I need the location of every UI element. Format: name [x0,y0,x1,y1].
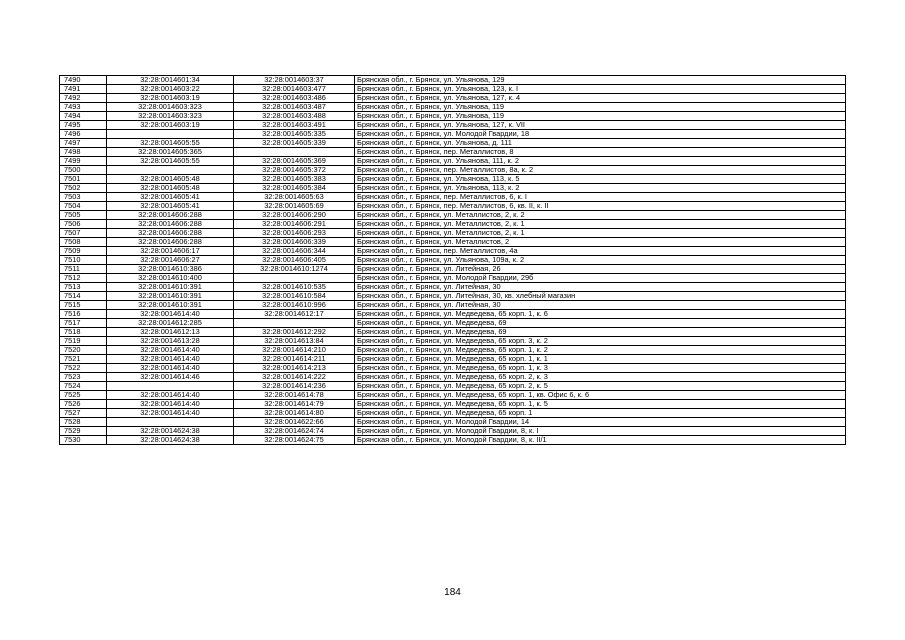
row-number-cell: 7494 [60,112,107,121]
address-cell: Брянская обл., г. Брянск, ул. Металлистов, 2 [355,238,846,247]
parcel-number-cell: 32:28:0014606:288 [107,211,234,220]
parcel-number-cell: 32:28:0014606:288 [107,238,234,247]
address-cell: Брянская обл., г. Брянск, ул. Медведева, 65 корп. 1 [355,409,846,418]
address-cell: Брянская обл., г. Брянск, ул. Медведева, 65 корп. 3, к. 2 [355,337,846,346]
parcel-number-cell: 32:28:0014614:40 [107,310,234,319]
table-row [60,418,846,427]
row-number-cell: 7492 [60,94,107,103]
address-cell: Брянская обл., г. Брянск, ул. Медведева, 65 корп. 1, к. 2 [355,346,846,355]
row-number-cell: 7520 [60,346,107,355]
parcel-number-cell: 32:28:0014605:41 [107,202,234,211]
table-row [60,310,846,319]
table-row [60,130,846,139]
row-number-cell: 7504 [60,202,107,211]
row-number-cell: 7517 [60,319,107,328]
address-cell: Брянская обл., г. Брянск, ул. Ульянова, 119 [355,103,846,112]
parcel-number-cell: 32:28:0014605:365 [107,148,234,157]
object-number-cell: 32:28:0014624:75 [234,436,355,445]
address-cell: Брянская обл., г. Брянск, ул. Медведева, 69 [355,319,846,328]
address-cell: Брянская обл., г. Брянск, ул. Молодой Гвардии, 29б [355,274,846,283]
table-row [60,175,846,184]
parcel-number-cell: 32:28:0014605:48 [107,184,234,193]
address-cell: Брянская обл., г. Брянск, ул. Медведева, 65 корп. 1, к. 5 [355,400,846,409]
table-row [60,193,846,202]
address-cell: Брянская обл., г. Брянск, ул. Ульянова, 123, к. I [355,85,846,94]
address-cell: Брянская обл., г. Брянск, ул. Молодой Гвардии, 8, к. II/1 [355,436,846,445]
object-number-cell: 32:28:0014622:66 [234,418,355,427]
row-number-cell: 7503 [60,193,107,202]
registry-table [59,75,846,445]
parcel-number-cell: 32:28:0014610:400 [107,274,234,283]
row-number-cell: 7507 [60,229,107,238]
address-cell: Брянская обл., г. Брянск, ул. Ульянова, д. 111 [355,139,846,148]
row-number-cell: 7514 [60,292,107,301]
object-number-cell: 32:28:0014603:487 [234,103,355,112]
object-number-cell: 32:28:0014605:69 [234,202,355,211]
object-number-cell: 32:28:0014606:344 [234,247,355,256]
row-number-cell: 7516 [60,310,107,319]
object-number-cell: 32:28:0014614:213 [234,364,355,373]
address-cell: Брянская обл., г. Брянск, ул. Металлистов, 2, к. 1 [355,220,846,229]
parcel-number-cell: 32:28:0014606:17 [107,247,234,256]
table-row [60,409,846,418]
parcel-number-cell: 32:28:0014605:55 [107,157,234,166]
parcel-number-cell [107,166,234,175]
table-row [60,319,846,328]
row-number-cell: 7508 [60,238,107,247]
parcel-number-cell: 32:28:0014603:323 [107,103,234,112]
parcel-number-cell: 32:28:0014624:38 [107,436,234,445]
object-number-cell: 32:28:0014606:293 [234,229,355,238]
table-row [60,211,846,220]
object-number-cell: 32:28:0014603:491 [234,121,355,130]
address-cell: Брянская обл., г. Брянск, пер. Металлистов, 6, к. I [355,193,846,202]
object-number-cell: 32:28:0014610:1274 [234,265,355,274]
row-number-cell: 7527 [60,409,107,418]
parcel-number-cell: 32:28:0014606:288 [107,229,234,238]
object-number-cell: 32:28:0014603:488 [234,112,355,121]
table-row [60,337,846,346]
address-cell: Брянская обл., г. Брянск, ул. Ульянова, 113, к. 2 [355,184,846,193]
table-row [60,247,846,256]
table-row [60,220,846,229]
address-cell: Брянская обл., г. Брянск, ул. Медведева, 65 корп. 1, к. 1 [355,355,846,364]
parcel-number-cell: 32:28:0014605:41 [107,193,234,202]
table-row [60,292,846,301]
address-cell: Брянская обл., г. Брянск, пер. Металлистов, 8 [355,148,846,157]
row-number-cell: 7502 [60,184,107,193]
table-row [60,274,846,283]
parcel-number-cell: 32:28:0014624:38 [107,427,234,436]
parcel-number-cell: 32:28:0014614:40 [107,391,234,400]
parcel-number-cell: 32:28:0014612:285 [107,319,234,328]
address-cell: Брянская обл., г. Брянск, пер. Металлистов, 4а [355,247,846,256]
object-number-cell: 32:28:0014610:996 [234,301,355,310]
parcel-number-cell [107,382,234,391]
row-number-cell: 7529 [60,427,107,436]
row-number-cell: 7525 [60,391,107,400]
table-row [60,400,846,409]
table-row [60,103,846,112]
row-number-cell: 7521 [60,355,107,364]
table-row [60,256,846,265]
object-number-cell: 32:28:0014614:210 [234,346,355,355]
row-number-cell: 7526 [60,400,107,409]
object-number-cell: 32:28:0014603:486 [234,94,355,103]
table-row [60,364,846,373]
object-number-cell: 32:28:0014613:84 [234,337,355,346]
object-number-cell: 32:28:0014605:369 [234,157,355,166]
address-cell: Брянская обл., г. Брянск, ул. Медведева, 69 [355,328,846,337]
object-number-cell: 32:28:0014614:78 [234,391,355,400]
parcel-number-cell: 32:28:0014610:391 [107,283,234,292]
object-number-cell: 32:28:0014614:211 [234,355,355,364]
object-number-cell: 32:28:0014605:372 [234,166,355,175]
object-number-cell: 32:28:0014606:290 [234,211,355,220]
address-cell: Брянская обл., г. Брянск, ул. Молодой Гвардии, 14 [355,418,846,427]
address-cell: Брянская обл., г. Брянск, пер. Металлистов, 6, кв. II, к. II [355,202,846,211]
row-number-cell: 7496 [60,130,107,139]
address-cell: Брянская обл., г. Брянск, ул. Литейная, 30, кв. хлебный магазин [355,292,846,301]
parcel-number-cell: 32:28:0014614:40 [107,364,234,373]
address-cell: Брянская обл., г. Брянск, ул. Ульянова, 109а, к. 2 [355,256,846,265]
object-number-cell: 32:28:0014614:79 [234,400,355,409]
row-number-cell: 7519 [60,337,107,346]
row-number-cell: 7518 [60,328,107,337]
parcel-number-cell: 32:28:0014605:48 [107,175,234,184]
table-row [60,166,846,175]
row-number-cell: 7512 [60,274,107,283]
object-number-cell: 32:28:0014610:535 [234,283,355,292]
row-number-cell: 7505 [60,211,107,220]
address-cell: Брянская обл., г. Брянск, ул. Медведева, 65 корп. 2, к. 3 [355,373,846,382]
parcel-number-cell: 32:28:0014606:288 [107,220,234,229]
object-number-cell: 32:28:0014614:222 [234,373,355,382]
address-cell: Брянская обл., г. Брянск, пер. Металлистов, 8а, к. 2 [355,166,846,175]
address-cell: Брянская обл., г. Брянск, ул. Металлистов, 2, к. 1 [355,229,846,238]
row-number-cell: 7524 [60,382,107,391]
object-number-cell: 32:28:0014612:17 [234,310,355,319]
row-number-cell: 7513 [60,283,107,292]
row-number-cell: 7495 [60,121,107,130]
row-number-cell: 7528 [60,418,107,427]
parcel-number-cell: 32:28:0014610:386 [107,265,234,274]
parcel-number-cell: 32:28:0014614:40 [107,346,234,355]
object-number-cell: 32:28:0014605:339 [234,139,355,148]
table-row [60,328,846,337]
table-row [60,76,846,85]
object-number-cell: 32:28:0014606:405 [234,256,355,265]
object-number-cell: 32:28:0014610:584 [234,292,355,301]
object-number-cell: 32:28:0014605:384 [234,184,355,193]
parcel-number-cell: 32:28:0014603:323 [107,112,234,121]
address-cell: Брянская обл., г. Брянск, ул. Ульянова, 113, к. 5 [355,175,846,184]
row-number-cell: 7510 [60,256,107,265]
row-number-cell: 7500 [60,166,107,175]
address-cell: Брянская обл., г. Брянск, ул. Металлистов, 2, к. 2 [355,211,846,220]
table-row [60,157,846,166]
address-cell: Брянская обл., г. Брянск, ул. Ульянова, 129 [355,76,846,85]
object-number-cell: 32:28:0014606:339 [234,238,355,247]
table-row [60,265,846,274]
parcel-number-cell: 32:28:0014613:28 [107,337,234,346]
parcel-number-cell: 32:28:0014610:391 [107,292,234,301]
table-row [60,373,846,382]
table-row [60,238,846,247]
object-number-cell: 32:28:0014612:292 [234,328,355,337]
table-row [60,148,846,157]
parcel-number-cell: 32:28:0014605:55 [107,139,234,148]
object-number-cell: 32:28:0014603:477 [234,85,355,94]
row-number-cell: 7497 [60,139,107,148]
object-number-cell: 32:28:0014614:236 [234,382,355,391]
table-row [60,355,846,364]
table-row [60,436,846,445]
row-number-cell: 7522 [60,364,107,373]
row-number-cell: 7509 [60,247,107,256]
row-number-cell: 7490 [60,76,107,85]
table-row [60,229,846,238]
address-cell: Брянская обл., г. Брянск, ул. Ульянова, 111, к. 2 [355,157,846,166]
address-cell: Брянская обл., г. Брянск, ул. Медведева, 65 корп. 2, к. 5 [355,382,846,391]
row-number-cell: 7491 [60,85,107,94]
address-cell: Брянская обл., г. Брянск, ул. Литейная, 26 [355,265,846,274]
registry-table-body [60,76,846,445]
table-row [60,121,846,130]
address-cell: Брянская обл., г. Брянск, ул. Литейная, 30 [355,283,846,292]
table-row [60,139,846,148]
parcel-number-cell: 32:28:0014601:34 [107,76,234,85]
row-number-cell: 7499 [60,157,107,166]
row-number-cell: 7523 [60,373,107,382]
parcel-number-cell: 32:28:0014603:19 [107,94,234,103]
object-number-cell: 32:28:0014603:37 [234,76,355,85]
table-row [60,112,846,121]
object-number-cell: 32:28:0014605:383 [234,175,355,184]
parcel-number-cell: 32:28:0014614:46 [107,373,234,382]
address-cell: Брянская обл., г. Брянск, ул. Ульянова, 127, к. VII [355,121,846,130]
address-cell: Брянская обл., г. Брянск, ул. Молодой Гвардии, 18 [355,130,846,139]
address-cell: Брянская обл., г. Брянск, ул. Ульянова, 119 [355,112,846,121]
address-cell: Брянская обл., г. Брянск, ул. Медведева, 65 корп. 1, к. 3 [355,364,846,373]
address-cell: Брянская обл., г. Брянск, ул. Медведева, 65 корп. 1, к. 6 [355,310,846,319]
table-row [60,202,846,211]
table-row [60,427,846,436]
address-cell: Брянская обл., г. Брянск, ул. Ульянова, 127, к. 4 [355,94,846,103]
row-number-cell: 7506 [60,220,107,229]
parcel-number-cell: 32:28:0014614:40 [107,355,234,364]
table-row [60,283,846,292]
row-number-cell: 7530 [60,436,107,445]
address-cell: Брянская обл., г. Брянск, ул. Медведева, 65 корп. 1, кв. Офис 6, к. 6 [355,391,846,400]
table-row [60,94,846,103]
object-number-cell [234,148,355,157]
object-number-cell: 32:28:0014614:80 [234,409,355,418]
parcel-number-cell: 32:28:0014614:40 [107,409,234,418]
parcel-number-cell: 32:28:0014606:27 [107,256,234,265]
table-row [60,346,846,355]
object-number-cell [234,274,355,283]
parcel-number-cell: 32:28:0014612:13 [107,328,234,337]
parcel-number-cell: 32:28:0014610:391 [107,301,234,310]
object-number-cell: 32:28:0014606:291 [234,220,355,229]
table-row [60,85,846,94]
table-row [60,391,846,400]
address-cell: Брянская обл., г. Брянск, ул. Молодой Гвардии, 8, к. I [355,427,846,436]
parcel-number-cell: 32:28:0014614:40 [107,400,234,409]
page-number: 184 [444,587,461,598]
row-number-cell: 7501 [60,175,107,184]
table-row [60,184,846,193]
table-row [60,301,846,310]
row-number-cell: 7493 [60,103,107,112]
object-number-cell: 32:28:0014605:63 [234,193,355,202]
parcel-number-cell: 32:28:0014603:22 [107,85,234,94]
parcel-number-cell [107,130,234,139]
row-number-cell: 7515 [60,301,107,310]
parcel-number-cell: 32:28:0014603:19 [107,121,234,130]
table-row [60,382,846,391]
object-number-cell [234,319,355,328]
row-number-cell: 7511 [60,265,107,274]
object-number-cell: 32:28:0014605:335 [234,130,355,139]
row-number-cell: 7498 [60,148,107,157]
object-number-cell: 32:28:0014624:74 [234,427,355,436]
address-cell: Брянская обл., г. Брянск, ул. Литейная, 30 [355,301,846,310]
parcel-number-cell [107,418,234,427]
